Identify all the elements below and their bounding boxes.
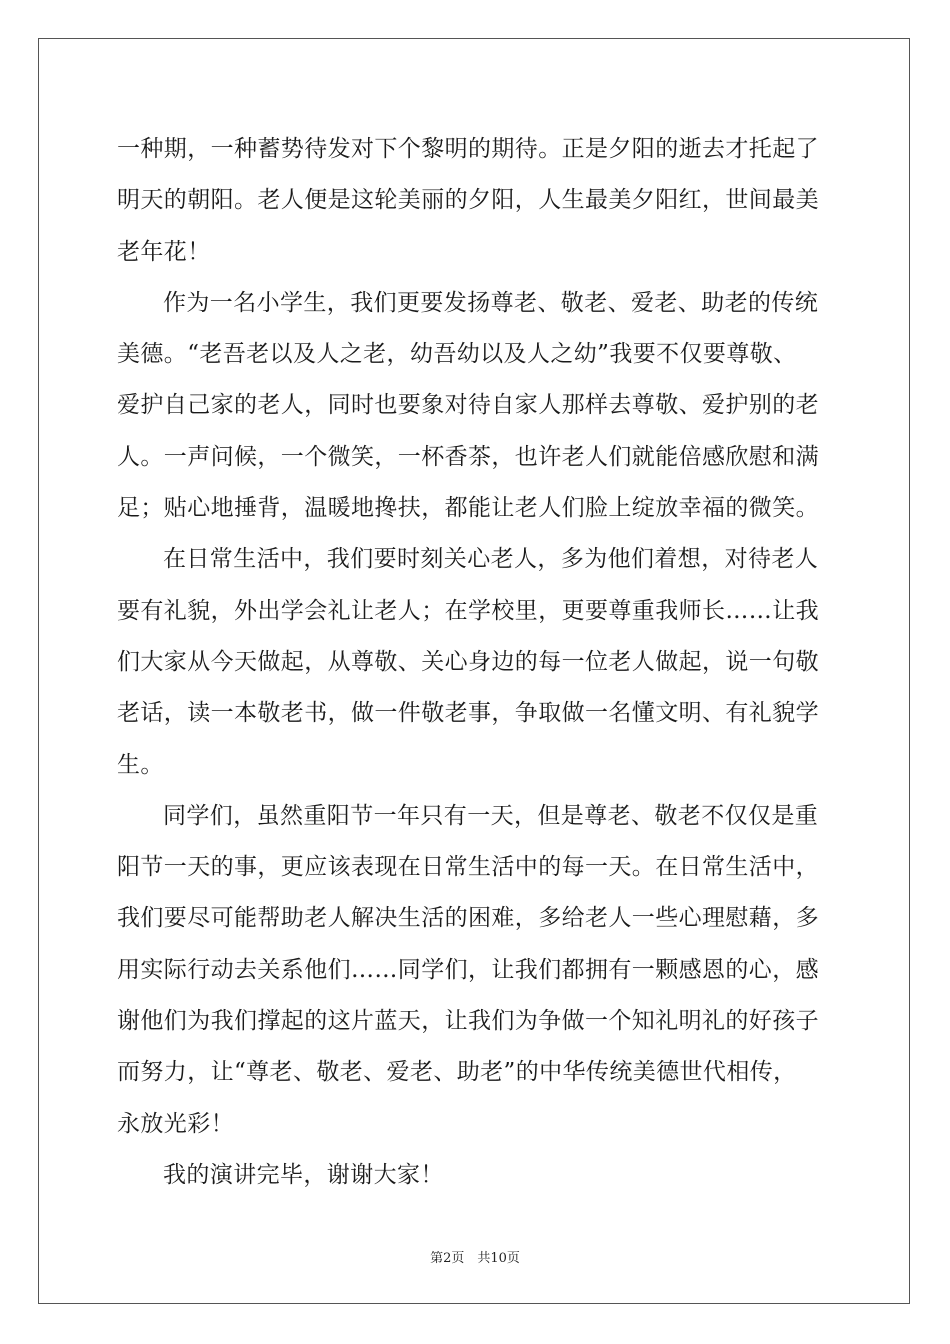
page-number-label: 第2页 共10页: [430, 1251, 520, 1266]
paragraph-5: [117, 1150, 833, 1201]
page-footer: [0, 1247, 950, 1266]
text-line: 而努力，让“尊老、敬老、爱老、助老”的中华传统美德世代相传，: [117, 1059, 797, 1086]
text-line: 足；贴心地捶背，温暖地搀扶，都能让老人们脸上绽放幸福的微笑。: [117, 495, 819, 522]
text-line: 要有礼貌，外出学会礼让老人；在学校里，更要尊重我师长……让我: [117, 597, 819, 624]
text-line: 我们要尽可能帮助老人解决生活的困难，多给老人一些心理慰藉，多: [117, 905, 819, 932]
text-line: 作为一名小学生，我们更要发扬尊老、敬老、爱老、助老的传统: [163, 289, 819, 316]
text-line: 老话，读一本敬老书，做一件敬老事，争取做一名懂文明、有礼貌学: [117, 700, 819, 727]
paragraph-4: [117, 791, 833, 1150]
text-line: 用实际行动去关系他们……同学们，让我们都拥有一颗感恩的心，感: [117, 956, 819, 983]
document-body: [117, 124, 833, 1201]
text-line: 在日常生活中，我们要时刻关心老人，多为他们着想，对待老人: [163, 546, 819, 573]
text-line: 我的演讲完毕，谢谢大家！: [163, 1161, 444, 1188]
paragraph-1: [117, 124, 833, 278]
text-line: 阳节一天的事，更应该表现在日常生活中的每一天。在日常生活中，: [117, 854, 819, 881]
text-line: 一种期，一种蓄势待发对下个黎明的期待。正是夕阳的逝去才托起了: [117, 136, 819, 162]
text-line: 人。一声问候，一个微笑，一杯香茶，也许老人们就能倍感欣慰和满: [117, 443, 819, 470]
paragraph-2: [117, 278, 833, 534]
text-line: 们大家从今天做起，从尊敬、关心身边的每一位老人做起，说一句敬: [117, 648, 819, 675]
text-line: 生。: [117, 751, 164, 778]
text-line: 爱护自己家的老人，同时也要象对待自家人那样去尊敬、爱护别的老: [117, 392, 819, 419]
text-line: 同学们，虽然重阳节一年只有一天，但是尊老、敬老不仅仅是重: [163, 802, 819, 829]
text-line: 美德。“老吾老以及人之老，幼吾幼以及人之幼”我要不仅要尊敬、: [117, 341, 797, 368]
paragraph-3: [117, 534, 833, 790]
text-line: 老年花！: [117, 238, 211, 265]
text-line: 谢他们为我们撑起的这片蓝天，让我们为争做一个知礼明礼的好孩子: [117, 1008, 819, 1035]
text-line: 明天的朝阳。老人便是这轮美丽的夕阳，人生最美夕阳红，世间最美: [117, 187, 819, 214]
text-line: 永放光彩！: [117, 1110, 234, 1137]
